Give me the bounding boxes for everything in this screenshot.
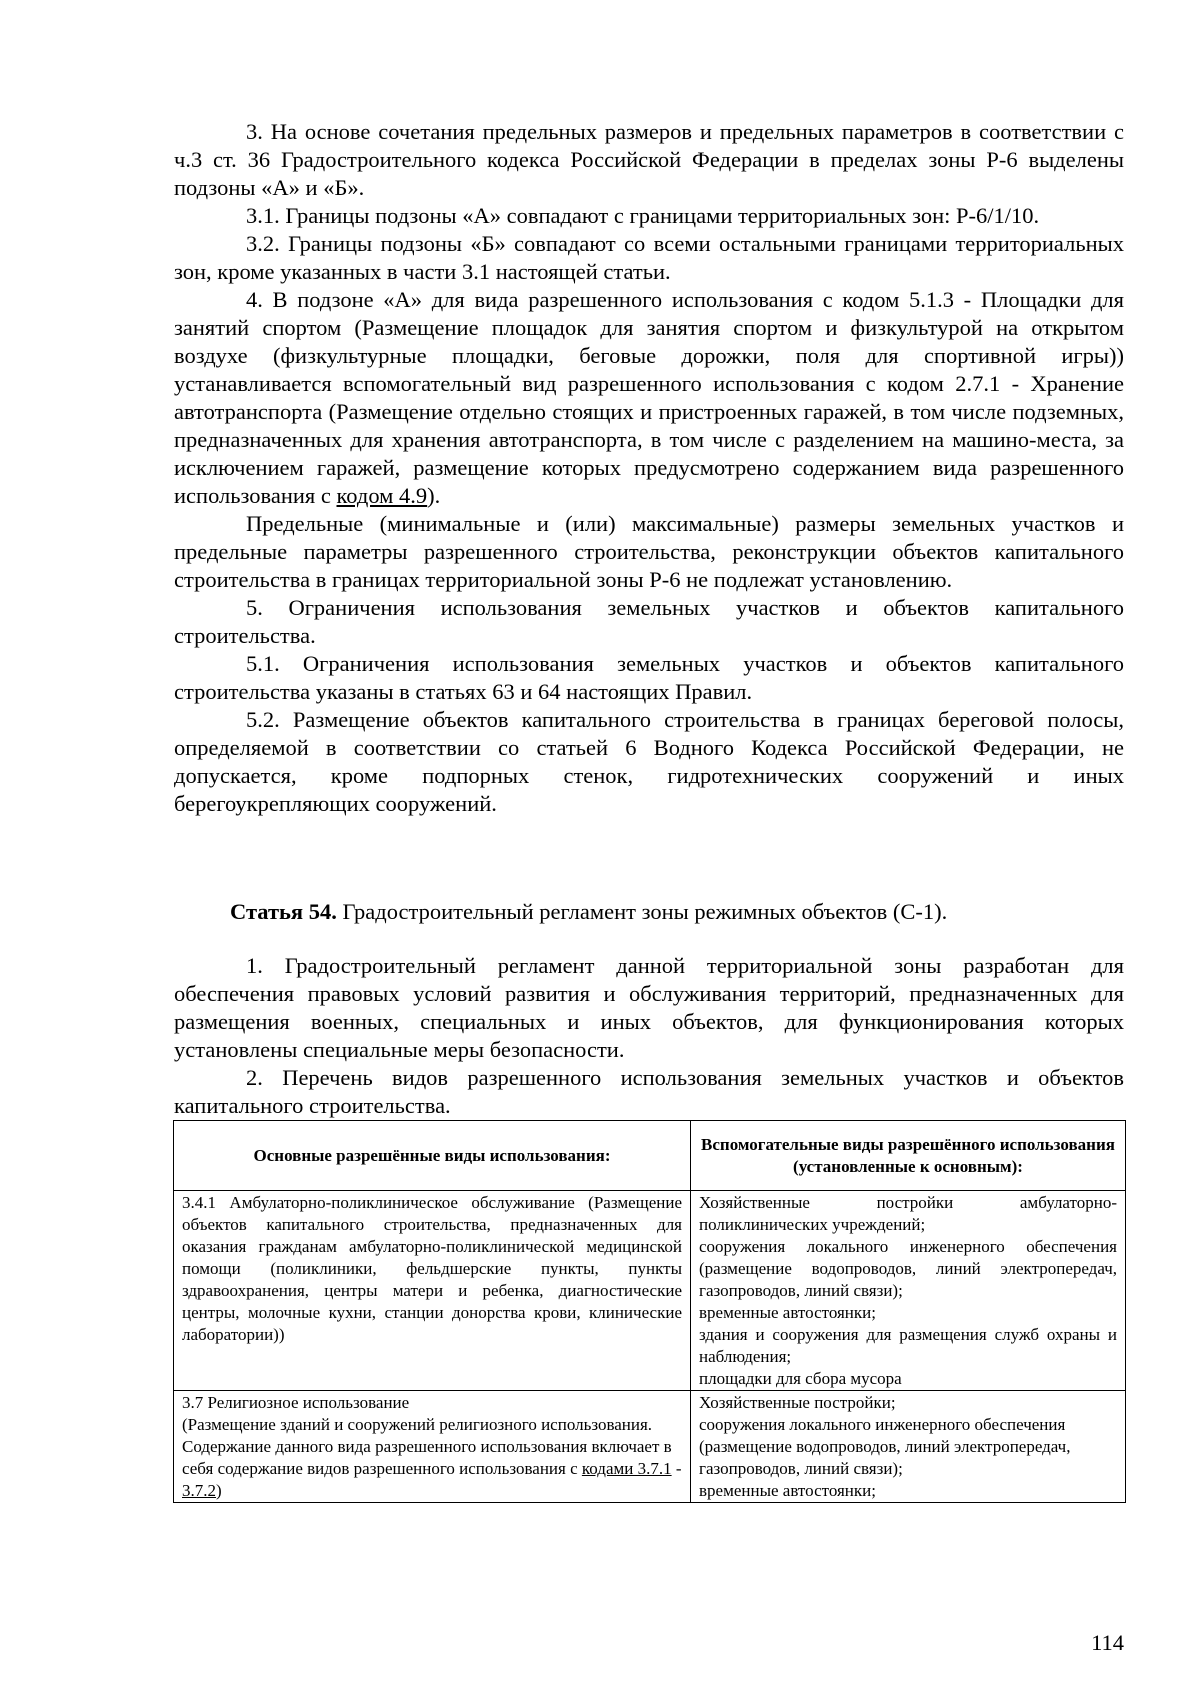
- paragraph-5-2: 5.2. Размещение объектов капитального строительства в границах береговой полосы, определяемой в соответствии со статьей 6 Водного Кодекса Российской Федерации, не допускается, кроме подпорных стенок, гидротехнических сооружений и иных берегоукрепляющих сооружений.: [174, 707, 1124, 816]
- row2-aux-item: временные автостоянки;: [699, 1481, 876, 1500]
- code-3-7-2-link[interactable]: 3.7.2: [182, 1481, 216, 1500]
- row2-main-body: (Размещение зданий и сооружений религиозного использования. Содержание данного вида разрешенного использования включает в себя содержание видов разрешенного использования с: [182, 1415, 672, 1478]
- header-aux-uses: Вспомогательные виды разрешённого использования (установленные к основным):: [691, 1121, 1126, 1191]
- article-title: Градостроительный регламент зоны режимных объектов (С-1).: [336, 899, 948, 924]
- row1-aux-uses: [691, 1191, 1126, 1391]
- row2-aux-uses: [691, 1391, 1126, 1503]
- page-number: 114: [1091, 1630, 1124, 1655]
- paragraph-limits: Предельные (минимальные и (или) максимальные) размеры земельных участков и предельные параметры разрешенного строительства, реконструкции объектов капитального строительства в границах территориальной зоны Р-6 не подлежат установлению.: [174, 511, 1124, 592]
- article-54-body: [174, 952, 1124, 1120]
- row1-main-use: 3.4.1 Амбулаторно-поликлиническое обслуживание (Размещение объектов капитального строительства, предназначенных для оказания гражданам амбулаторно-поликлинической медицинской помощи (поликлиники, фельдшерские пункты, пункты здравоохранения, центры матери и ребенка, диагностические центры, молочные кухни, станции донорства крови, клинические лаборатории)): [174, 1191, 691, 1391]
- row2-main-title: 3.7 Религиозное использование: [182, 1393, 410, 1412]
- paragraph-3-1: 3.1. Границы подзоны «А» совпадают с границами территориальных зон: Р-6/1/10.: [246, 203, 1040, 228]
- row1-aux-item: временные автостоянки;: [699, 1303, 876, 1322]
- table-row: [174, 1191, 1126, 1391]
- row2-aux-item: сооружения локального инженерного обеспечения (размещение водопроводов, линий электропередач, газопроводов, линий связи);: [699, 1415, 1071, 1478]
- table-header-row: [174, 1121, 1126, 1191]
- paragraph-5: 5. Ограничения использования земельных участков и объектов капитального строительства.: [174, 595, 1124, 648]
- article-54-heading: [174, 898, 1124, 926]
- row2-aux-item: Хозяйственные постройки;: [699, 1393, 896, 1412]
- row1-aux-item: здания и сооружения для размещения служб охраны и наблюдения;: [699, 1325, 1117, 1366]
- code-4-9-link[interactable]: кодом 4.9: [336, 483, 428, 508]
- row1-aux-item: Хозяйственные постройки амбулаторно-поликлинических учреждений;: [699, 1193, 1117, 1234]
- paragraph-3: 3. На основе сочетания предельных размеров и предельных параметров в соответствии с ч.3 ст. 36 Градостроительного кодекса Российской Федерации в пределах зоны Р-6 выделены подзоны «А» и «Б».: [174, 119, 1124, 200]
- article-label: Статья 54.: [230, 899, 337, 924]
- paragraph-3-2: 3.2. Границы подзоны «Б» совпадают со всеми остальными границами территориальных зон, кроме указанных в части 3.1 настоящей статьи.: [174, 231, 1124, 284]
- paragraph-4-tail: ).: [427, 483, 441, 508]
- article-54-paragraph-1: 1. Градостроительный регламент данной территориальной зоны разработан для обеспечения правовых условий развития и обслуживания территорий, предназначенных для размещения военных, специальных и иных объектов, для функционирования которых установлены специальные меры безопасности.: [174, 953, 1124, 1062]
- paragraph-4: [174, 286, 1124, 510]
- permitted-use-table: [173, 1120, 1126, 1503]
- article-53-continuation: [174, 118, 1124, 818]
- row1-aux-item: площадки для сбора мусора: [699, 1369, 902, 1388]
- row2-sep: -: [671, 1459, 682, 1478]
- row2-close: ): [216, 1481, 222, 1500]
- row1-aux-item: сооружения локального инженерного обеспечения (размещение водопроводов, линий электропередач, газопроводов, линий связи);: [699, 1237, 1117, 1300]
- paragraph-4-text: 4. В подзоне «А» для вида разрешенного использования с кодом 5.1.3 - Площадки для занятий спортом (Размещение площадок для занятия спортом и физкультурой на открытом воздухе (физкультурные площадки, беговые дорожки, поля для спортивной игры)) устанавливается вспомогательный вид разрешенного использования с кодом 2.7.1 - Хранение автотранспорта (Размещение отдельно стоящих и пристроенных гаражей, в том числе подземных, предназначенных для хранения автотранспорта, в том числе с разделением на машино-места, за исключением гаражей, размещение которых предусмотрено содержанием вида разрешенного использования с: [174, 287, 1124, 508]
- table-row: [174, 1391, 1126, 1503]
- article-54-paragraph-2: 2. Перечень видов разрешенного использования земельных участков и объектов капитального строительства.: [174, 1065, 1124, 1118]
- paragraph-5-1: 5.1. Ограничения использования земельных участков и объектов капитального строительства указаны в статьях 63 и 64 настоящих Правил.: [174, 651, 1124, 704]
- row2-main-use: [174, 1391, 691, 1503]
- code-3-7-1-link[interactable]: кодами 3.7.1: [581, 1459, 672, 1478]
- header-main-uses: Основные разрешённые виды использования:: [174, 1121, 691, 1191]
